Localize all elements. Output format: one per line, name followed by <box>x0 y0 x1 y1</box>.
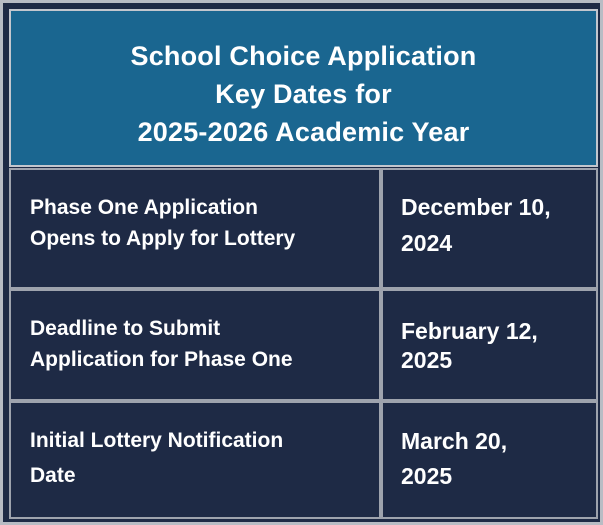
table-row <box>9 401 598 519</box>
event-date-line-1: December 10, <box>401 194 551 220</box>
event-label-cell <box>9 168 381 289</box>
event-label-line-2: Application for Phase One <box>30 348 293 371</box>
event-date-cell <box>381 168 598 289</box>
table-header <box>9 9 598 167</box>
table-row <box>9 168 598 289</box>
event-label-line-2: Opens to Apply for Lottery <box>30 227 296 250</box>
table-row <box>9 289 598 401</box>
event-date-cell <box>381 289 598 401</box>
event-label-line-1: Phase One Application <box>30 196 258 219</box>
event-date-line-2: 2025 <box>401 463 453 489</box>
header-title-line-3: 2025-2026 Academic Year <box>137 117 470 147</box>
header-title-line-2: Key Dates for <box>215 79 392 109</box>
event-label-cell <box>9 401 381 519</box>
event-date-cell <box>381 401 598 519</box>
event-date-line-1: February 12, <box>401 318 538 344</box>
event-label-line-2: Date <box>30 464 76 487</box>
event-label-line-1: Initial Lottery Notification <box>30 429 284 452</box>
event-label-cell <box>9 289 381 401</box>
event-label-line-1: Deadline to Submit <box>30 317 221 340</box>
event-date-line-2: 2024 <box>401 230 453 256</box>
header-title-line-1: School Choice Application <box>130 41 477 71</box>
event-date-line-1: March 20, <box>401 428 508 454</box>
event-date-line-2: 2025 <box>401 347 453 373</box>
